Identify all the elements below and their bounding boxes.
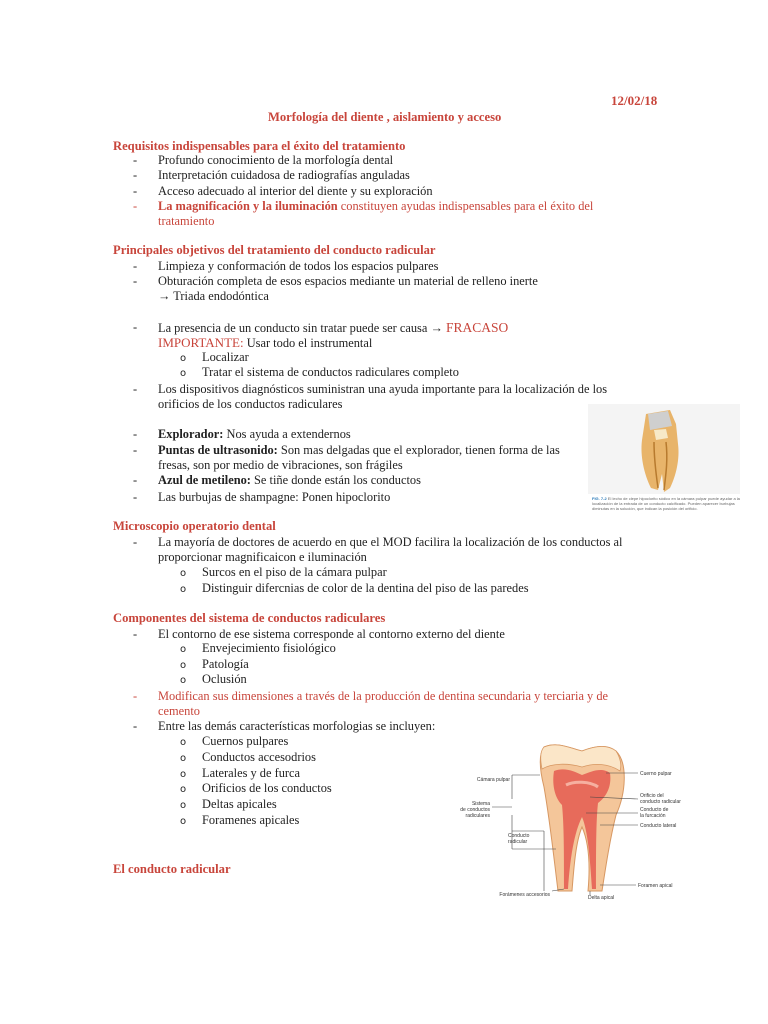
tooth-diagram-image bbox=[440, 741, 694, 901]
list-item-red: Modifican sus dimensiones a través de la producción de dentina secundaria y terciaria y de bbox=[158, 689, 609, 703]
circle-bullet: o bbox=[180, 675, 187, 686]
bold-term: Explorador: bbox=[158, 427, 224, 441]
label-sistema-3: radiculares bbox=[465, 813, 490, 819]
list-item bbox=[158, 320, 508, 336]
sub-item: Laterales y de furca bbox=[202, 766, 301, 780]
label-sistema-2: de conductos bbox=[460, 807, 490, 813]
circle-bullet: o bbox=[180, 737, 187, 748]
sub-item: Localizar bbox=[202, 350, 249, 364]
bullet-dash: - bbox=[133, 320, 138, 334]
page-title: Morfología del diente , aislamiento y acceso bbox=[268, 110, 502, 124]
arrow-icon: → bbox=[430, 321, 443, 335]
bullet-dash: - bbox=[133, 153, 138, 167]
sub-item: Oclusión bbox=[202, 672, 247, 686]
bullet-dash: - bbox=[133, 443, 138, 457]
bullet-dash: - bbox=[133, 274, 138, 288]
circle-bullet: o bbox=[180, 644, 187, 655]
importante-label: IMPORTANTE: bbox=[158, 335, 244, 350]
text: Nos ayuda a extendernos bbox=[226, 427, 351, 441]
sub-item: Cuernos pulpares bbox=[202, 734, 289, 748]
bullet-dash: - bbox=[133, 184, 138, 198]
label-conducto-lateral: Conducto lateral bbox=[640, 823, 677, 829]
bullet-dash: - bbox=[133, 627, 138, 641]
list-item: Las burbujas de shampagne: Ponen hipoclorito bbox=[158, 490, 391, 504]
triad-line bbox=[158, 289, 269, 304]
figure-caption bbox=[592, 496, 740, 512]
text: Son mas delgadas que el explorador, tienen forma de las bbox=[280, 443, 560, 457]
list-item: Limpieza y conformación de todos los espacios pulpares bbox=[158, 259, 439, 273]
label-cuerno-pulpar: Cuerno pulpar bbox=[640, 771, 672, 777]
list-item: Obturación completa de esos espacios mediante un material de relleno inerte bbox=[158, 274, 538, 288]
section-heading-componentes: Componentes del sistema de conductos radiculares bbox=[113, 611, 386, 625]
sub-item: Patología bbox=[202, 657, 249, 671]
list-item: Interpretación cuidadosa de radiografías anguladas bbox=[158, 168, 410, 182]
label-orificio-2: conducto radicular bbox=[640, 799, 681, 805]
label-orificio-1: Orificio del bbox=[640, 793, 664, 799]
list-item: El contorno de ese sistema corresponde al contorno externo del diente bbox=[158, 627, 505, 641]
fracaso-label: FRACASO bbox=[446, 320, 509, 335]
bullet-dash: - bbox=[133, 473, 138, 487]
text: constituyen ayudas indispensables para el éxito del bbox=[340, 199, 594, 213]
tooth-anatomy-diagram bbox=[440, 741, 694, 901]
list-item bbox=[158, 473, 421, 488]
sub-item: Conductos accesodrios bbox=[202, 750, 316, 764]
list-item: Profundo conocimiento de la morfología dental bbox=[158, 153, 394, 167]
caption-line: El lecho de clepe hipoclorito sódico en la cámara pulpar bbox=[607, 496, 707, 501]
caption-line: posición del orificio. bbox=[662, 506, 698, 512]
sub-item: Surcos en el piso de la cámara pulpar bbox=[202, 565, 387, 579]
label-foramen-apical: Foramen apical bbox=[638, 883, 673, 889]
bold-term: La magnificación y la iluminación bbox=[158, 199, 338, 213]
label-furcacion-1: Conducto de bbox=[640, 807, 669, 813]
circle-bullet: o bbox=[180, 353, 187, 364]
sub-item: Orificios de los conductos bbox=[202, 781, 332, 795]
list-item: La mayoría de doctores de acuerdo en que el MOD facilira la localización de los conductos al bbox=[158, 535, 623, 549]
sub-item: Deltas apicales bbox=[202, 797, 277, 811]
bullet-dash: - bbox=[133, 259, 138, 273]
circle-bullet: o bbox=[180, 568, 187, 579]
label-delta-apical: Delta apical bbox=[588, 895, 615, 901]
label-furcacion-2: la furcación bbox=[640, 813, 666, 819]
circle-bullet: o bbox=[180, 753, 187, 764]
caption-line: Pueden aparecer burbujas diminutas en la solución, que indican la bbox=[592, 501, 735, 512]
arrow-icon: → bbox=[158, 289, 171, 303]
sub-item: Distinguir difercnias de color de la dentina del piso de las paredes bbox=[202, 581, 529, 595]
text: Triada endodóntica bbox=[173, 289, 269, 303]
bullet-dash: - bbox=[133, 382, 138, 396]
text: Usar todo el instrumental bbox=[246, 336, 373, 350]
label-camara-pulpar: Cámara pulpar bbox=[476, 777, 510, 783]
sub-item: Foramenes apicales bbox=[202, 813, 300, 827]
bullet-dash: - bbox=[133, 689, 138, 703]
bold-term: Azul de metileno: bbox=[158, 473, 251, 487]
section-heading-objetivos: Principales objetivos del tratamiento del conducto radicular bbox=[113, 243, 436, 257]
circle-bullet: o bbox=[180, 816, 187, 827]
label-conducto-1: Conducto bbox=[508, 833, 530, 839]
text: Se tiñe donde están los conductos bbox=[254, 473, 421, 487]
label-conducto-2: radicular bbox=[508, 839, 528, 845]
circle-bullet: o bbox=[180, 784, 187, 795]
list-item-red-cont: tratamiento bbox=[158, 214, 215, 228]
bullet-dash: - bbox=[133, 535, 138, 549]
list-item: Los dispositivos diagnósticos suministran una ayuda importante para la localización de los bbox=[158, 382, 608, 396]
section-heading-requisitos: Requisitos indispensables para el éxito del tratamiento bbox=[113, 139, 406, 153]
list-item bbox=[158, 443, 560, 458]
bold-term: Puntas de ultrasonido: bbox=[158, 443, 278, 457]
caption-line: puede ayudar a la localización de la entrada de un conducto calcificado. bbox=[592, 496, 740, 507]
importante-line bbox=[158, 335, 372, 351]
list-item bbox=[158, 427, 351, 442]
list-item: Acceso adecuado al interior del diente y su exploración bbox=[158, 184, 433, 198]
section-heading-conducto: El conducto radicular bbox=[113, 862, 231, 876]
list-item-red bbox=[158, 199, 593, 214]
bullet-dash: - bbox=[133, 168, 138, 182]
circle-bullet: o bbox=[180, 800, 187, 811]
circle-bullet: o bbox=[180, 368, 187, 379]
section-heading-microscopio: Microscopio operatorio dental bbox=[113, 519, 276, 533]
list-item-cont: fresas, son por medio de vibraciones, son frágiles bbox=[158, 458, 403, 472]
text: La presencia de un conducto sin tratar puede ser causa bbox=[158, 321, 428, 335]
circle-bullet: o bbox=[180, 660, 187, 671]
list-item-cont: orificios de los conductos radiculares bbox=[158, 397, 343, 411]
bullet-dash: - bbox=[133, 199, 138, 213]
sub-item: Tratar el sistema de conductos radiculares completo bbox=[202, 365, 459, 379]
sub-item: Envejecimiento fisiológico bbox=[202, 641, 336, 655]
list-item-cont: proporcionar magnificaicon e iluminación bbox=[158, 550, 367, 564]
figure-label: FIG. 7-2 bbox=[592, 496, 607, 501]
bullet-dash: - bbox=[133, 719, 138, 733]
circle-bullet: o bbox=[180, 584, 187, 595]
label-foramenes-accesorios: Forámenes accesorios bbox=[499, 892, 550, 898]
circle-bullet: o bbox=[180, 769, 187, 780]
bullet-dash: - bbox=[133, 427, 138, 441]
list-item: Entre las demás características morfologias se incluyen: bbox=[158, 719, 436, 733]
label-sistema-1: Sistema bbox=[471, 801, 490, 807]
bullet-dash: - bbox=[133, 490, 138, 504]
list-item-red-cont: cemento bbox=[158, 704, 200, 718]
date: 12/02/18 bbox=[611, 93, 658, 108]
figure-7-2 bbox=[588, 404, 740, 522]
